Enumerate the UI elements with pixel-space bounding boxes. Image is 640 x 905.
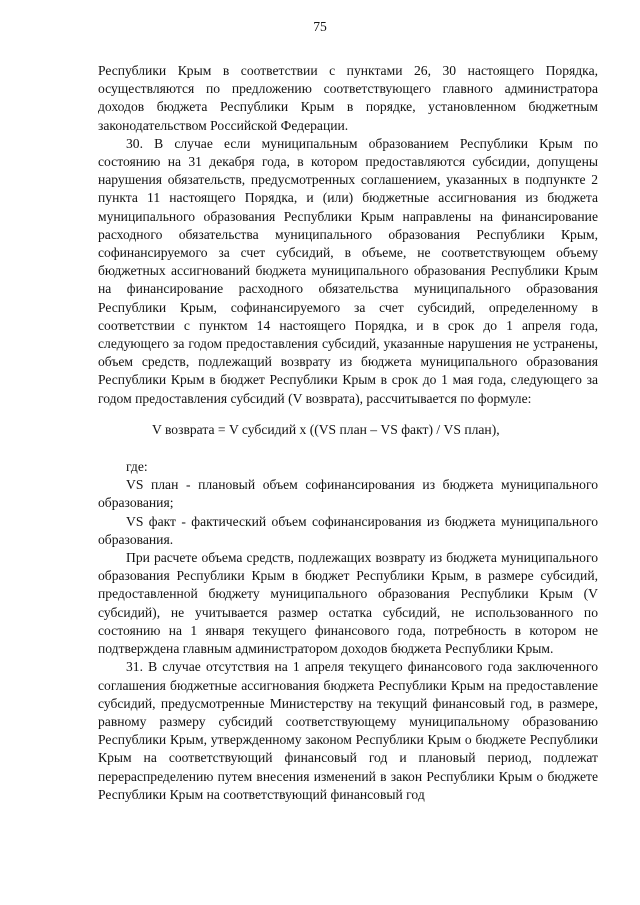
paragraph-30: 30. В случае если муниципальным образованием Республики Крым по состоянию на 31 декабря года, в котором предоставляются субсидии, допущены нарушения обязательств, предусмотренных соглашением, указанных в подпункте 2 пункта 11 настоящего Порядка, и (или) бюджетные ассигнования из бюджета муниципального образования Республики Крым направлены на финансирование расходного обязательства муниципального образования Республики Крым, софинансируемого за счет субсидий, в объеме, не соответствующем объему бюджетных ассигнований бюджета муниципального образования Республики Крым на финансирование расходного обязательства муниципального образования Республики Крым, софинансируемого за счет субсидий, определенному в соответствии с пунктом 14 настоящего Порядка, и в срок до 1 апреля года, следующего за годом предоставления субсидий, указанные нарушения не устранены, объем средств, подлежащий возврату из бюджета муниципального образования Республики Крым в бюджет Республики Крым в срок до 1 мая года, следующего за годом предоставления субсидий (V возврата), рассчитывается по формуле: bbox=[98, 135, 598, 406]
paragraph-31: 31. В случае отсутствия на 1 апреля текущего финансового года заключенного соглашения бюджетные ассигнования бюджета Республики Крым на предоставление субсидий, предусмотренные Министерству на текущий финансовый год, в размере, равному размеру субсидий соответствующему муниципальному образованию Республики Крым, утвержденному законом Республики Крым о бюджете Республики Крым на соответствующий финансовый год и плановый период, подлежат перераспределению путем внесения изменений в закон Республики Крым о бюджете Республики Крым на соответствующий финансовый год bbox=[98, 659, 598, 802]
page-number: 75 bbox=[313, 19, 327, 34]
formula: V возврата = V субсидий х ((VS план – VS факт) / VS план), bbox=[152, 421, 500, 437]
definition-vs-plan: VS план - плановый объем софинансирования из бюджета муниципального образования; bbox=[98, 477, 598, 511]
document-body bbox=[98, 62, 598, 804]
where-label: где: bbox=[126, 459, 148, 475]
definition-vs-fact: VS факт - фактический объем софинансирования из бюджета муниципального образования. bbox=[98, 513, 598, 547]
paragraph-calculation-note: При расчете объема средств, подлежащих возврату из бюджета муниципального образования Республики Крым в бюджет Республики Крым, в размере субсидий, предоставленной бюджету муниципального образования Республики Крым (V субсидий), не учитывается размер остатка субсидий, не использованного по состоянию на 1 января текущего финансового года, потребность в котором не подтверждена главным администратором доходов бюджета Республики Крым. bbox=[98, 550, 598, 657]
paragraph-continuation: Республики Крым в соответствии с пунктами 26, 30 настоящего Порядка, осуществляются по предложению соответствующего главного администратора доходов бюджета Республики Крым в порядке, установленном бюджетным законодательством Российской Федерации. bbox=[98, 63, 598, 133]
